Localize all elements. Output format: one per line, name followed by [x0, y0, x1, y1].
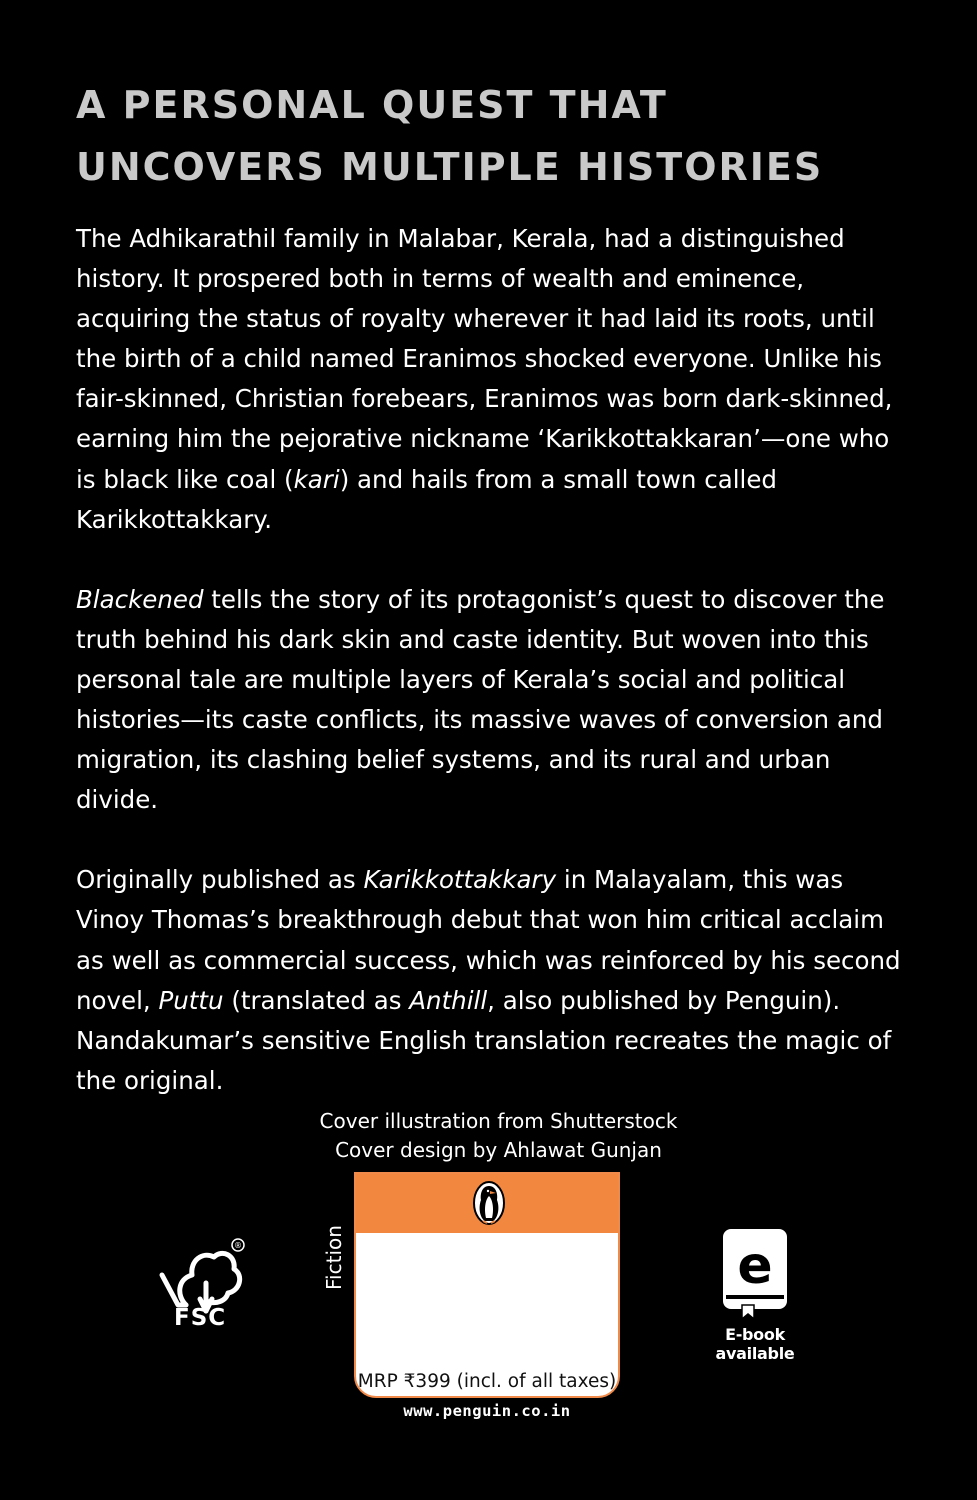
- blurb-p3-b: in Malayalam, this was Vinoy Thomas’s breakthrough debut that won him critical acclaim as well as commercial success, which was reinforced by his second novel,: [76, 865, 901, 1015]
- blurb-p3-d: , also published by Penguin). Nandakumar’s sensitive English translation recreates the magic of the original.: [76, 985, 892, 1095]
- blurb-book-title: Blackened: [76, 584, 204, 614]
- category-label: Fiction: [322, 1225, 346, 1290]
- blurb-p1-end: ) and hails from a small town called Karikkottakkary.: [76, 464, 777, 534]
- blurb-paragraph-3: [76, 860, 906, 1101]
- headline: [76, 74, 823, 198]
- blurb-p3-c: (translated as: [223, 985, 410, 1015]
- blurb-p1-text: The Adhikarathil family in Malabar, Kerala, had a distinguished history. It prospered both in terms of wealth and eminence, acquiring the status of royalty wherever it had laid its roots, until the birth of a child named Eranimos shocked everyone. Unlike his fair-skinned, Christian forebears, Eranimos was born dark-skinned, earning him the pejorative nickname ‘Karikkottakkaran’—one who is black like coal (: [76, 224, 893, 494]
- ebook-label: E-book available: [715, 1325, 795, 1363]
- blurb-p3-a: Originally published as: [76, 865, 364, 895]
- website-url: www.penguin.co.in: [403, 1402, 571, 1420]
- blurb-paragraph-2: [76, 580, 906, 821]
- blurb-puttu: Puttu: [158, 985, 224, 1015]
- credit-illustration: Cover illustration from Shutterstock: [319, 1109, 678, 1133]
- headline-line-1: A PERSONAL QUEST THAT: [76, 83, 668, 127]
- blurb: [76, 219, 906, 1101]
- price-label: MRP ₹399 (incl. of all taxes): [357, 1371, 617, 1392]
- penguin-logo-icon: [472, 1180, 506, 1226]
- ebook-glyph: e: [737, 1236, 773, 1296]
- credit-design: Cover design by Ahlawat Gunjan: [335, 1138, 662, 1162]
- ebook-icon: [720, 1227, 790, 1319]
- blurb-p2-text: tells the story of its protagonist’s quest to discover the truth behind his dark skin and caste identity. But woven into this personal tale are multiple layers of Kerala’s social and political histories—its caste conflicts, its massive waves of conversion and migration, its clashing belief systems, and its rural and urban divide.: [76, 584, 885, 815]
- blurb-p1-kari: kari: [293, 464, 340, 494]
- fsc-registered-mark: ®: [234, 1241, 242, 1250]
- cover-credits: [0, 1107, 977, 1165]
- fsc-label: FSC: [174, 1305, 227, 1331]
- headline-line-2: UNCOVERS MULTIPLE HISTORIES: [76, 145, 824, 189]
- blurb-anthill: Anthill: [409, 985, 488, 1015]
- blurb-paragraph-1: [76, 219, 906, 540]
- blurb-original-title: Karikkottakkary: [363, 865, 557, 895]
- price-label-box: [354, 1172, 620, 1398]
